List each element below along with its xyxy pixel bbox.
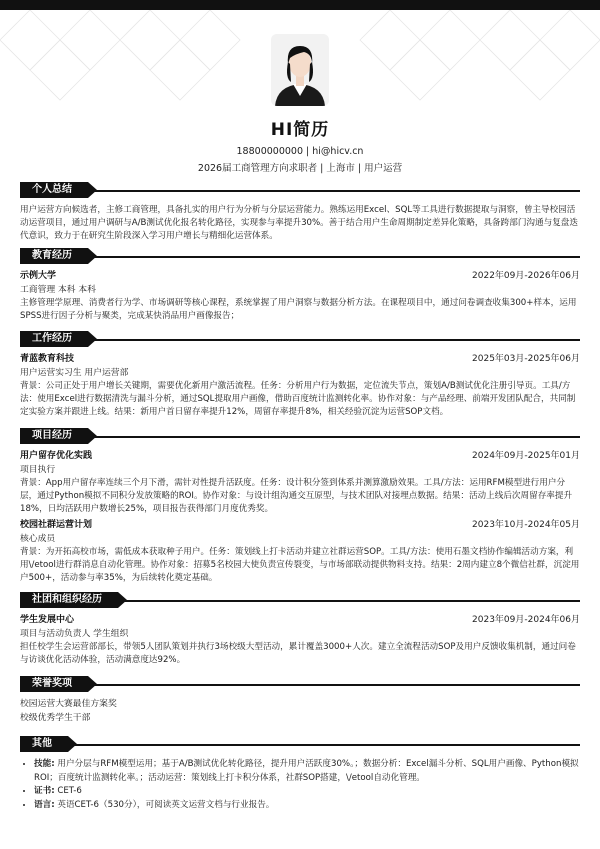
section-title: 社团和组织经历: [20, 592, 118, 608]
project-desc: 背景：App用户留存率连续三个月下滑，需针对性提升活跃度。任务：设计积分签到体系并测算激励效果。工具/方法：运用RFM模型进行用户分层，通过Python模拟不同积分发放策略的ROI。协作对象：与设计组沟通交互原型，与技术团队对接埋点数据。结果：活动上线后次周留存率提升18%，日均活跃用户数增长25%，项目报告获得部门月度优秀奖。: [20, 478, 573, 514]
section-others: [20, 734, 580, 812]
contact-line: 18800000000 | hi@hicv.cn: [236, 146, 364, 157]
work-desc: 背景：公司正处于用户增长关键期，需要优化新用户激活流程。任务：分析用户行为数据，定位流失节点，策划A/B测试优化注册引导页。工具/方法：使用Excel进行数据清洗与漏斗分析，通过SQL提取用户画像，借助百度统计监测转化率。协作对象：与产品经理、前端开发团队配合，共同制定实验方案并跟进上线。结果：新用户首日留存率提升12%，周留存率提升8%，相关经验沉淀为运营SOP文档。: [20, 381, 576, 417]
school-name: 示例大学: [20, 271, 57, 281]
section-organization: [20, 590, 580, 667]
section-header: [20, 180, 580, 200]
company-name: 青蓝教育科技: [20, 354, 75, 364]
others-text: 英语CET-6（530分），可阅读英文运营文档与行业报告。: [57, 799, 275, 810]
others-item: [34, 785, 580, 799]
project-desc: 背景：为开拓高校市场，需低成本获取种子用户。任务：策划线上打卡活动并建立社群运营SOP。工具/方法：使用石墨文档协作编辑活动方案，利用\/etool进行群消息自动化管理。协作对象：招募5名校园大使负责宣传裂变，与市场部联动提供物料支持。结果：2周内建立8个微信社群，沉淀用户500+，活动参与率35%，为后续转化奠定基础。: [20, 547, 580, 583]
project-row: [20, 449, 580, 463]
section-honors: [20, 674, 580, 725]
section-title: 工作经历: [20, 331, 88, 347]
project-name: 校园社群运营计划: [20, 520, 93, 530]
section-header: [20, 246, 580, 266]
resume-header: [0, 34, 600, 174]
education-major: 工商管理 本科 本科: [20, 285, 96, 295]
honor-item: 校园运营大赛最佳方案奖: [20, 699, 117, 709]
project-role: 项目执行: [20, 465, 56, 475]
others-item: [34, 799, 580, 813]
project-date: 2023年10月-2024年05月: [472, 520, 580, 530]
others-text: CET-6: [57, 786, 82, 796]
section-title: 荣誉奖项: [20, 676, 88, 692]
section-header: [20, 590, 580, 610]
work-role: 用户运营实习生 用户运营部: [20, 368, 129, 378]
others-item: [34, 758, 580, 785]
others-label: 证书:: [34, 786, 55, 796]
section-education: [20, 246, 580, 323]
avatar: [271, 34, 329, 106]
section-work: [20, 329, 580, 419]
section-header: [20, 426, 580, 446]
org-desc: 担任校学生会运营部部长，带领5人团队策划并执行3场校级大型活动，累计覆盖3000+人次。建立全流程活动SOP及用户反馈收集机制，通过问卷与访谈优化活动体验，活动满意度达92%。: [20, 642, 576, 665]
project-row: [20, 518, 580, 532]
org-role: 项目与活动负责人 学生组织: [20, 629, 129, 639]
section-title: 项目经历: [20, 428, 88, 444]
project-date: 2024年09月-2025年01月: [472, 451, 580, 461]
section-summary: [20, 180, 580, 243]
top-bar: [0, 0, 600, 10]
others-list: [20, 758, 580, 812]
org-row: [20, 613, 580, 627]
work-date: 2025年03月-2025年06月: [472, 354, 580, 364]
honor-item: 校级优秀学生干部: [20, 713, 91, 723]
work-row: [20, 352, 580, 366]
section-title: 教育经历: [20, 248, 88, 264]
org-date: 2023年09月-2024年06月: [472, 615, 580, 625]
project-role: 核心成员: [20, 534, 56, 544]
phone: 18800000000: [236, 146, 304, 157]
section-projects: [20, 426, 580, 585]
job-target: 2026届工商管理方向求职者 | 上海市 | 用户运营: [197, 163, 403, 174]
others-label: 语言:: [34, 799, 55, 810]
section-header: [20, 329, 580, 349]
others-text: 用户分层与RFM模型运用；基于A/B测试优化转化路径，提升用户活跃度30%。；数据分析：Excel漏斗分析、SQL用户画像、Python模拟ROI；百度统计监测转化率。；活动运营：策划线上打卡积分体系，社群SOP搭建，\/etool自动化管理。: [34, 759, 579, 783]
org-name: 学生发展中心: [20, 615, 75, 625]
project-name: 用户留存优化实践: [20, 451, 93, 461]
section-header: [20, 674, 580, 694]
section-title: 其他: [20, 736, 68, 752]
section-header: [20, 734, 580, 754]
education-date: 2022年09月-2026年06月: [472, 271, 580, 281]
email: hi@hicv.cn: [312, 146, 364, 157]
education-row: [20, 269, 580, 283]
candidate-name: HI简历: [270, 120, 330, 140]
section-title: 个人总结: [20, 182, 88, 198]
others-label: 技能:: [34, 759, 55, 769]
summary-text: 用户运营方向候选者，主修工商管理，具备扎实的用户行为分析与分层运营能力。熟练运用Excel、SQL等工具进行数据提取与洞察，曾主导校园活动运营项目，通过用户调研与A/B测试优化报名转化路径，实现参与率提升30%。善于结合用户生命周期制定差异化策略，具备跨部门沟通与复盘迭代意识，致力于在研究生阶段深入学习用户增长与精细化运营体系。: [20, 205, 578, 241]
education-desc: 主修管理学原理、消费者行为学、市场调研等核心课程，系统掌握了用户洞察与数据分析方法。在课程项目中，通过问卷调查收集300+样本，运用SPSS进行因子分析与聚类，完成某快消品用户画像报告；: [20, 298, 577, 321]
